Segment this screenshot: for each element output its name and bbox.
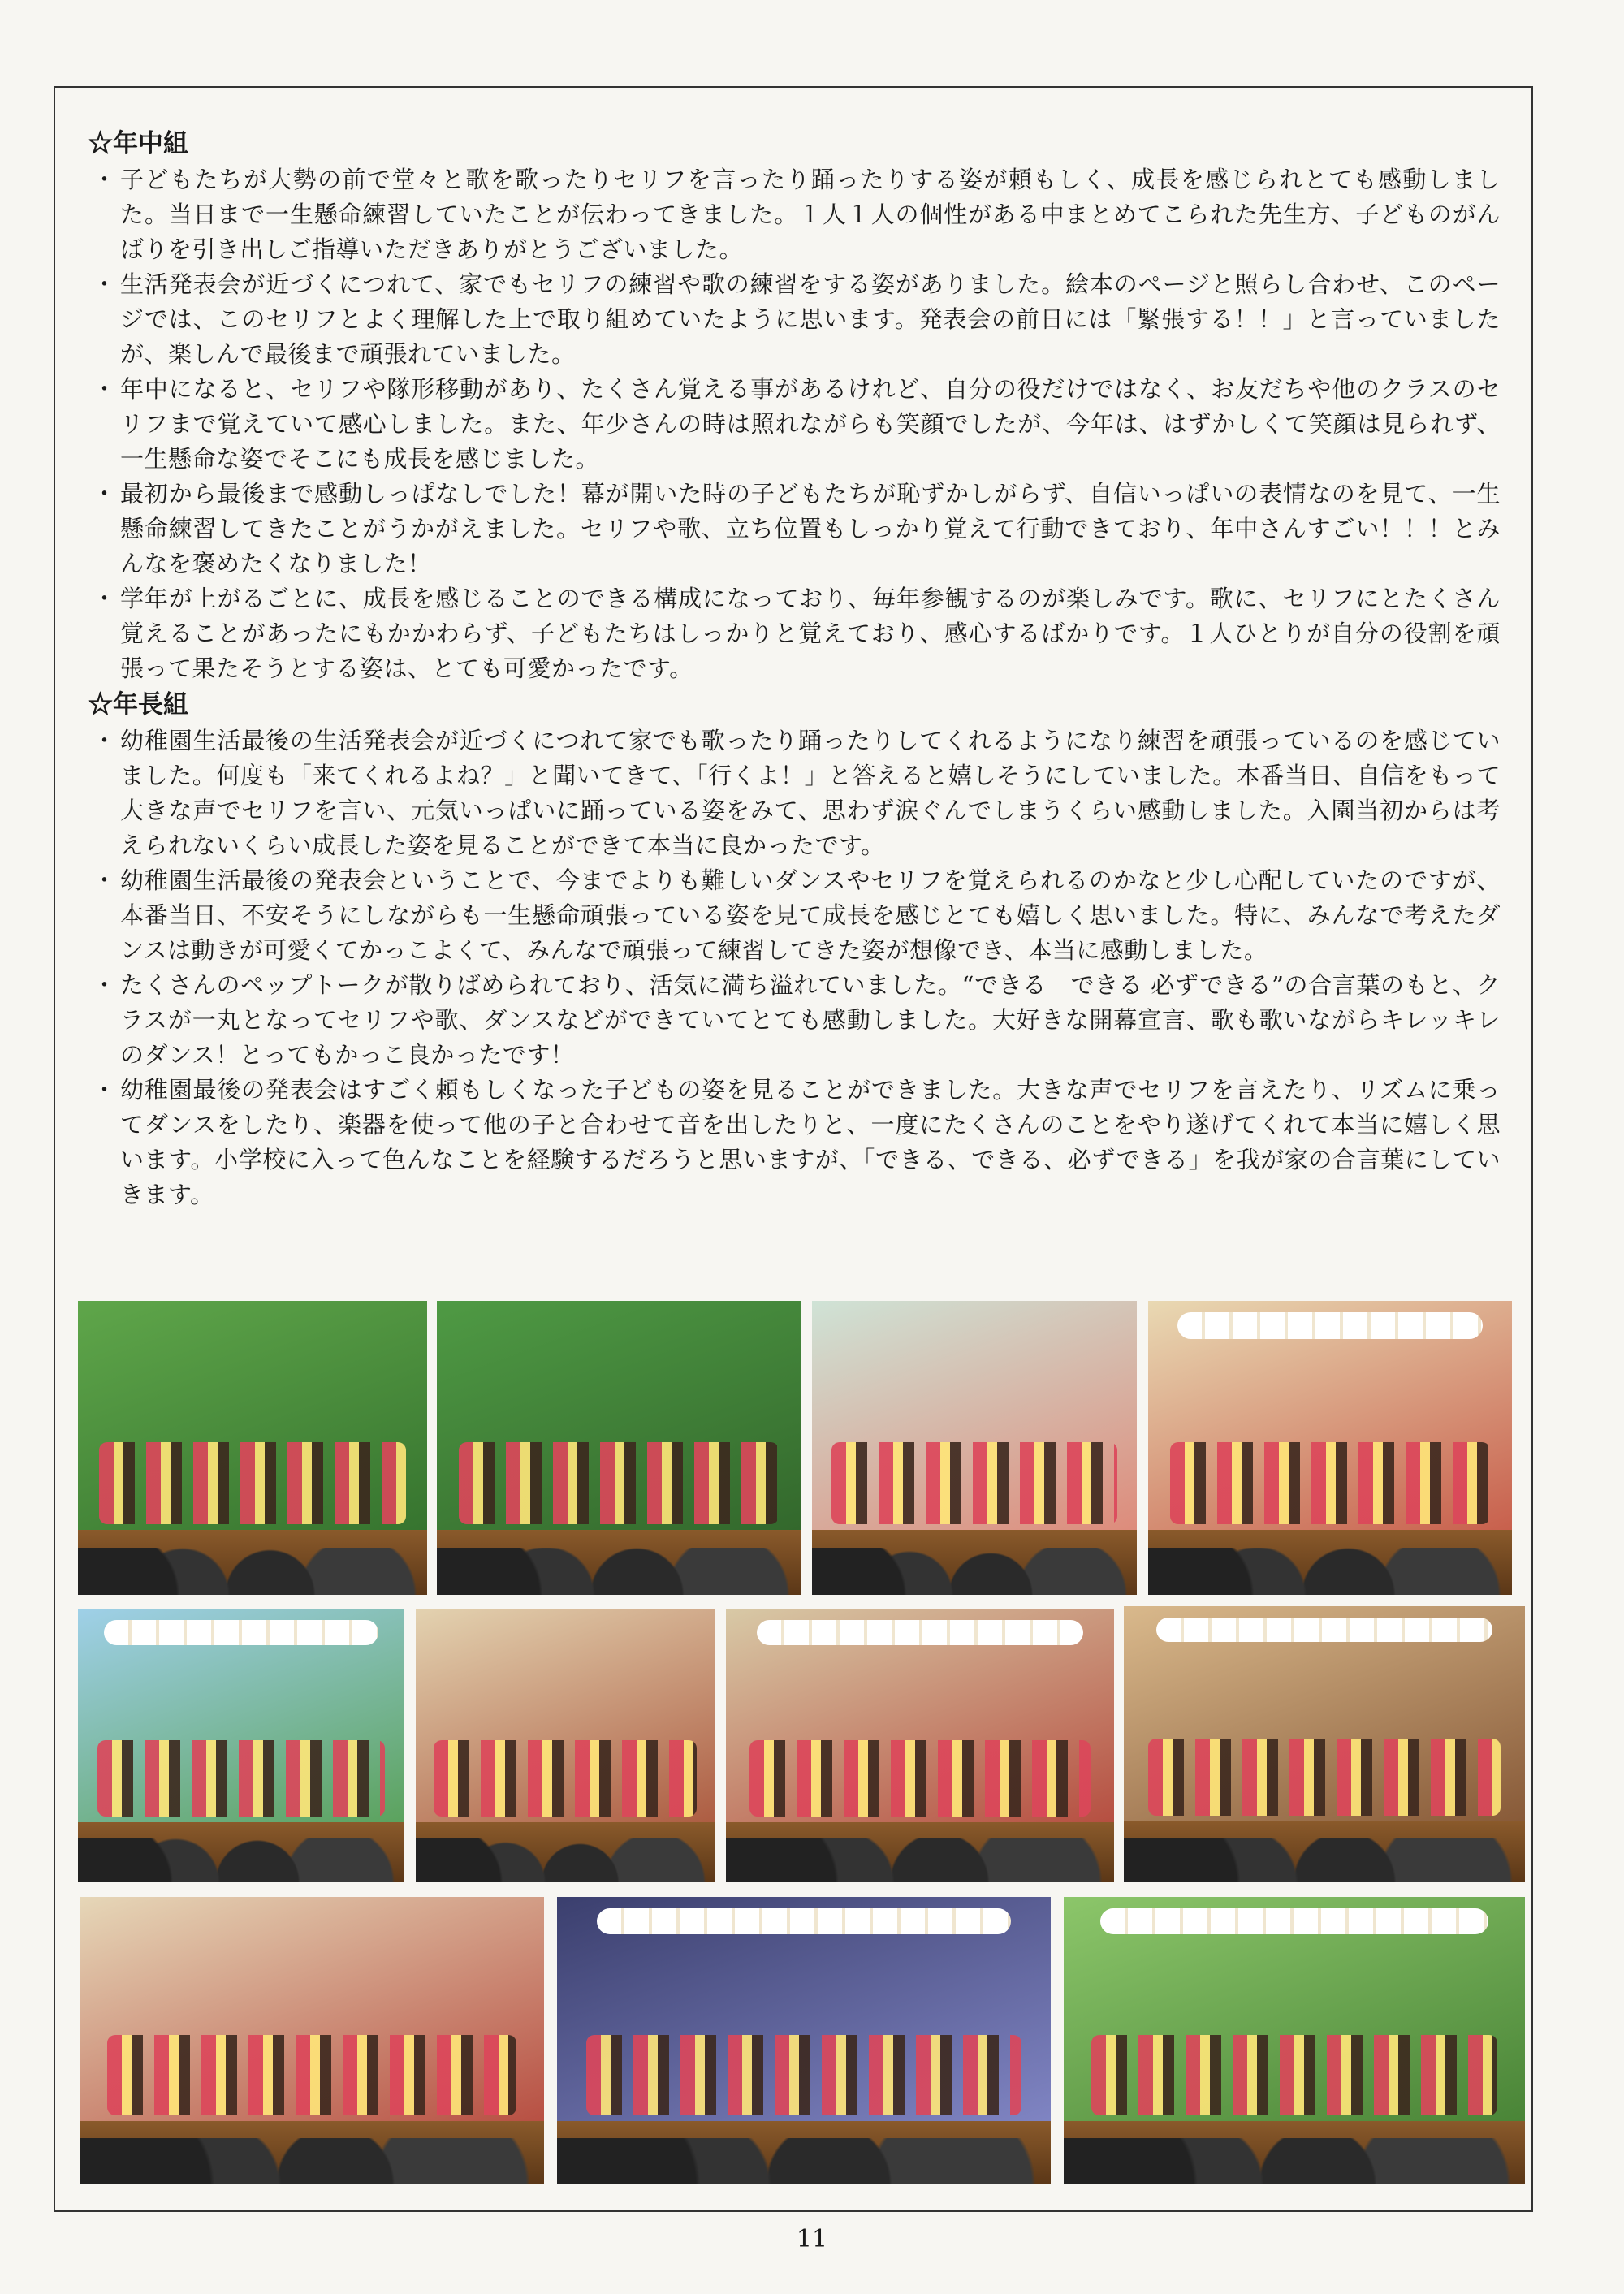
list-item: ・ 学年が上がるごとに、成長を感じることのできる構成になっており、毎年参観するのが楽しみです。歌に、セリフにとたくさん覚えることがあったにもかかわらず、子どもたちはしっかりと覚えており、感心するばかりです。１人ひとりが自分の役割を頑張って果たそうとする姿は、とても可愛かったです。 [93,585,1501,682]
stage-photo-7 [726,1609,1114,1882]
photo-audience [80,2138,544,2184]
photo-kids [1091,2035,1497,2115]
section-heading-nencho: ☆年長組 [88,690,188,719]
list-item: ・ 生活発表会が近づくにつれて、家でもセリフの練習や歌の練習をする姿がありました。絵本のページと照らし合わせ、このページでは、このセリフとよく理解した上で取り組めていたように思います。発表会の前日には「緊張する！！」と言っていましたが、楽しんで最後まで頑張れていました。 [93,270,1501,368]
page-frame [54,86,1533,2212]
stage-photo-6 [416,1609,715,1882]
stage-photo-8 [1124,1606,1525,1882]
section-heading-nenchu: ☆年中組 [88,129,188,158]
stage-banner [1100,1908,1488,1934]
list-item: ・ 幼稚園最後の発表会はすごく頼もしくなった子どもの姿を見ることができました。大きな声でセリフを言えたり、リズムに乗ってダンスをしたり、楽器を使って他の子と合わせて音を出したりと、一度にたくさんのことをやり遂げてくれて本当に嬉しく思います。小学校に入って色んなことを経験するだろうと思いますが、「できる、できる、必ずできる」を我が家の合言葉にしていきます。 [93,1076,1501,1208]
stage-photo-9 [80,1897,544,2184]
photo-kids [831,1442,1117,1524]
photo-kids [434,1740,697,1817]
photo-audience [416,1838,715,1882]
list-item: ・ 幼稚園生活最後の発表会ということで、今までよりも難しいダンスやセリフを覚えられるのかなと少し心配していたのですが、本番当日、不安そうにしながらも一生懸命頑張っている姿を見て成長を感じとても嬉しく思いました。特に、みんなで考えたダンスは動きが可愛くてかっこよくて、みんなで頑張って練習してきた姿が想像でき、本当に感動しました。 [93,866,1501,964]
stage-banner [1177,1312,1483,1339]
photo-audience [1124,1838,1525,1882]
stage-photo-10 [557,1897,1051,2184]
photo-audience [437,1548,801,1595]
photo-audience [1148,1548,1512,1595]
photo-audience [1064,2138,1525,2184]
text-area [88,125,1501,1212]
photo-audience [812,1548,1137,1595]
photo-kids [99,1442,406,1524]
stage-photo-1 [78,1301,427,1595]
stage-photo-11 [1064,1897,1525,2184]
stage-banner [1156,1618,1493,1643]
list-item: ・ 子どもたちが大勢の前で堂々と歌を歌ったりセリフを言ったり踊ったりする姿が頼もしく、成長を感じられとても感動しました。当日まで一生懸命練習していたことが伝わってきました。１人１人の個性がある中まとめてこられた先生方、子どものがんばりを引き出しご指導いただきありがとうございました。 [93,166,1501,263]
list-item: ・ たくさんのペップトークが散りばめられており、活気に満ち溢れていました。“できる できる 必ずできる”の合言葉のもと、クラスが一丸となってセリフや歌、ダンスなどができていてとても感動しました。大好きな開幕宣言、歌も歌いながらキレッキレのダンス！とってもかっこ良かったです！ [93,971,1501,1069]
list-item: ・ 年中になると、セリフや隊形移動があり、たくさん覚える事があるけれど、自分の役だけではなく、お友だちや他のクラスのセリフまで覚えていて感心しました。また、年少さんの時は照れながらも笑顔でしたが、今年は、はずかしくて笑顔は見られず、一生懸命な姿でそこにも成長を感じました。 [93,375,1501,473]
list-item: ・ 最初から最後まで感動しっぱなしでした！幕が開いた時の子どもたちが恥ずかしがらず、自信いっぱいの表情なのを見て、一生懸命練習してきたことがうかがえました。セリフや歌、立ち位置もしっかり覚えて行動できており、年中さんすごい！！！とみんなを褒めたくなりました！ [93,480,1501,577]
photo-kids [1170,1442,1490,1524]
photo-audience [78,1838,404,1882]
photo-kids [459,1442,779,1524]
page-number: 11 [796,2225,828,2253]
photo-audience [726,1838,1114,1882]
stage-banner [757,1620,1083,1644]
stage-photo-2 [437,1301,801,1595]
stage-banner [104,1620,378,1644]
stage-photo-3 [812,1301,1137,1595]
photo-kids [1148,1739,1501,1816]
stage-photo-5 [78,1609,404,1882]
photo-audience [557,2138,1051,2184]
photo-audience [78,1548,427,1595]
stage-banner [597,1908,1012,1934]
stage-photo-4 [1148,1301,1512,1595]
photo-kids [97,1740,385,1817]
photo-kids [107,2035,516,2115]
list-item: ・ 幼稚園生活最後の生活発表会が近づくにつれて家でも歌ったり踊ったりしてくれるようになり練習を頑張っているのを感じていました。何度も「来てくれるよね？」と聞いてきて、「行くよ！」と答えると嬉しそうにしていました。本番当日、自信をもって大きな声でセリフを言い、元気いっぱいに踊っている姿をみて、思わず涙ぐんでしまうくらい感動しました。入園当初からは考えられないくらい成長した姿を見ることができて本当に良かったです。 [93,727,1501,859]
photo-kids [749,1740,1091,1817]
photo-kids [586,2035,1021,2115]
